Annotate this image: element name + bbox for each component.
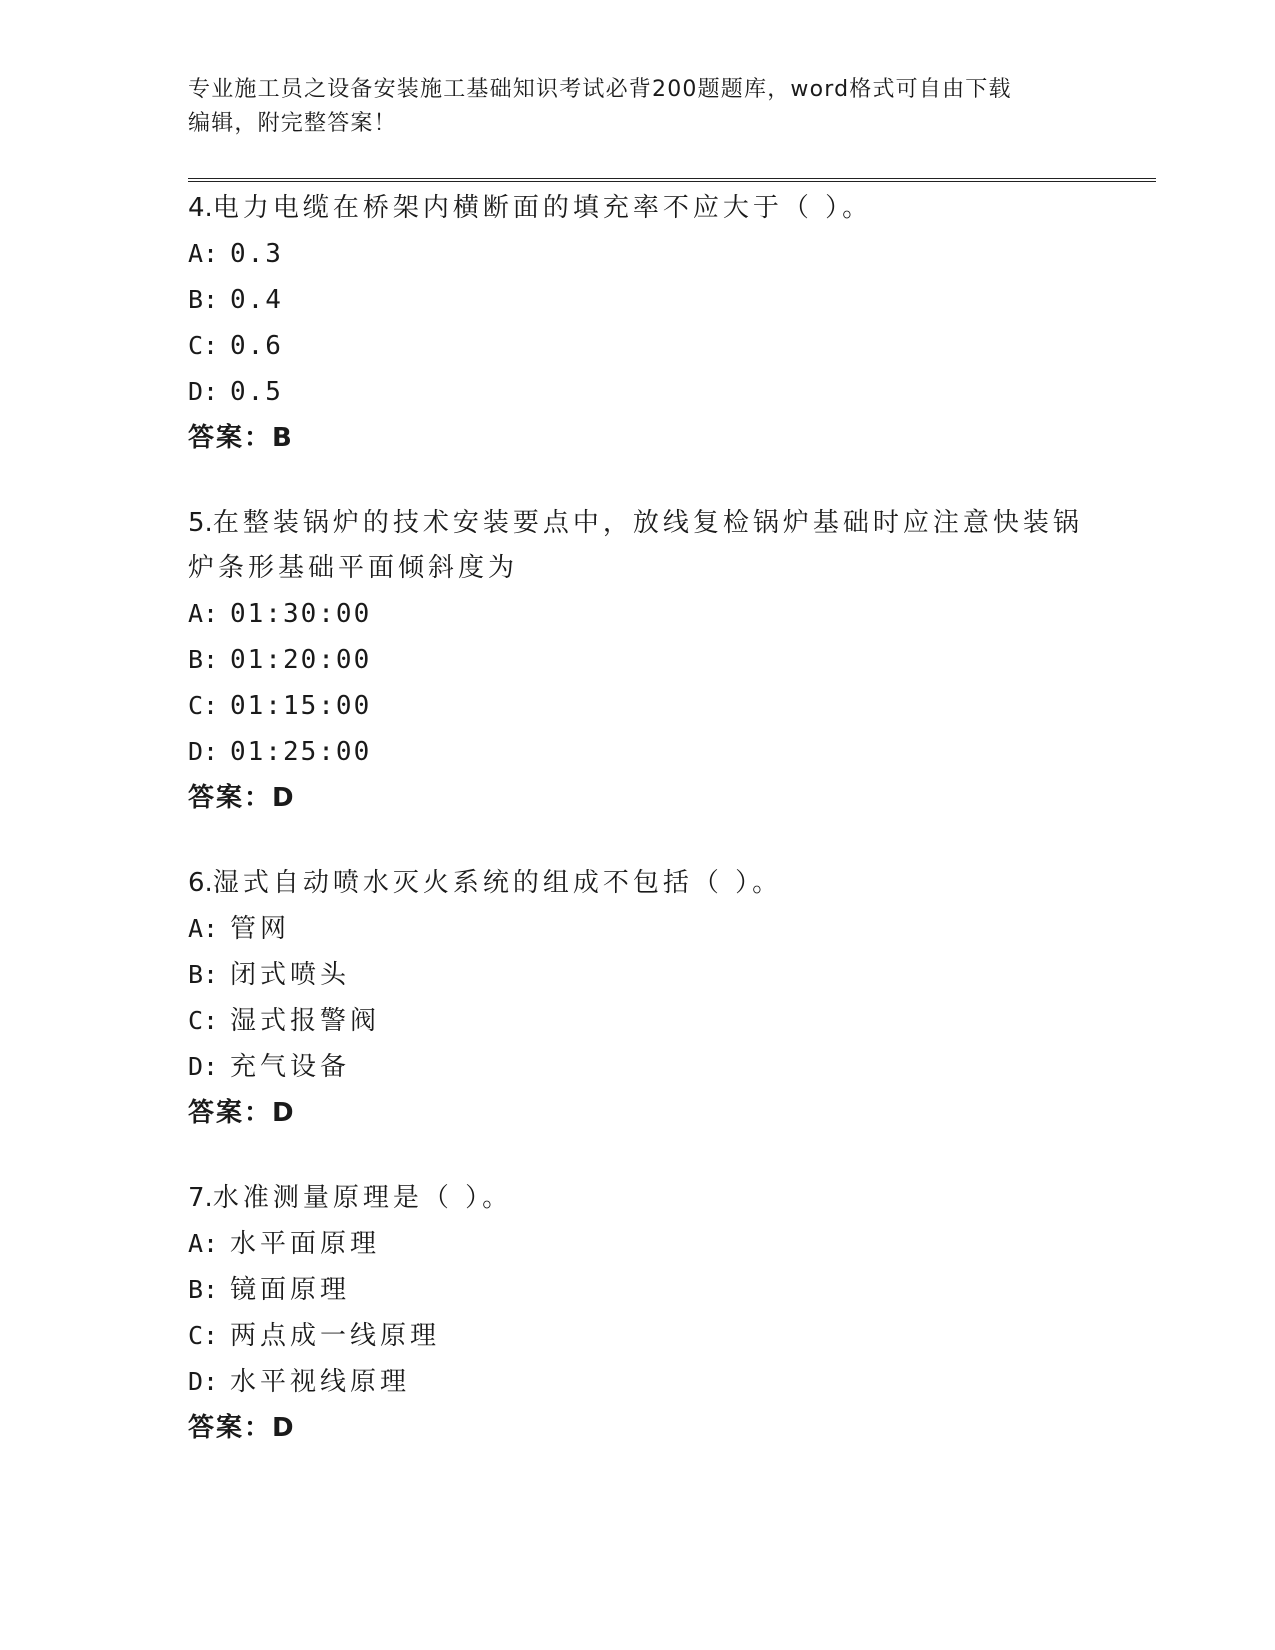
option-text: 0.5: [230, 377, 283, 407]
option-text: 01:30:00: [230, 599, 372, 629]
option-d: [188, 729, 1088, 775]
option-text: 充气设备: [230, 1052, 351, 1082]
option-key: D:: [188, 737, 219, 766]
option-text: 01:20:00: [230, 645, 372, 675]
option-text: 01:25:00: [230, 737, 372, 767]
option-text: 01:15:00: [230, 691, 372, 721]
option-key: D:: [188, 377, 219, 406]
option-c: [188, 1313, 1088, 1359]
option-key: A:: [188, 239, 219, 268]
option-text: 水平面原理: [230, 1229, 381, 1259]
option-text: 0.6: [230, 331, 283, 361]
question-list: [188, 186, 1088, 1491]
option-key: B:: [188, 960, 219, 989]
option-key: C:: [188, 1006, 219, 1035]
option-c: [188, 998, 1088, 1044]
option-c: [188, 683, 1088, 729]
option-a: [188, 231, 1088, 277]
option-b: [188, 952, 1088, 998]
option-key: D:: [188, 1052, 219, 1081]
option-text: 湿式报警阀: [230, 1006, 381, 1036]
question-stem: [188, 861, 1088, 906]
answer-line: 答案：D: [188, 1413, 296, 1443]
header-line-1: 专业施工员之设备安装施工基础知识考试必背200题题库，word格式可自由下载: [188, 77, 1012, 102]
question-7: [188, 1176, 1088, 1451]
question-text: 水准测量原理是（ ）。: [212, 1183, 513, 1213]
question-4: [188, 186, 1088, 461]
option-b: [188, 277, 1088, 323]
question-6: [188, 861, 1088, 1136]
option-key: C:: [188, 1321, 219, 1350]
answer-line: 答案：D: [188, 783, 296, 813]
option-a: [188, 906, 1088, 952]
option-key: C:: [188, 331, 219, 360]
option-key: A:: [188, 1229, 219, 1258]
question-text: 湿式自动喷水灭火系统的组成不包括（ ）。: [212, 868, 783, 898]
question-stem: [188, 501, 1088, 591]
option-key: D:: [188, 1367, 219, 1396]
option-text: 闭式喷头: [230, 960, 351, 990]
header-divider: [188, 178, 1156, 182]
option-a: [188, 1221, 1088, 1267]
option-d: [188, 369, 1088, 415]
option-b: [188, 637, 1088, 683]
option-key: A:: [188, 914, 219, 943]
answer-line: 答案：D: [188, 1098, 296, 1128]
question-number: 5.: [188, 508, 213, 538]
option-text: 镜面原理: [230, 1275, 351, 1305]
option-a: [188, 591, 1088, 637]
answer-line: 答案：B: [188, 423, 294, 453]
option-b: [188, 1267, 1088, 1313]
question-stem: [188, 1176, 1088, 1221]
document-header: [188, 73, 1088, 141]
question-5: [188, 501, 1088, 821]
option-key: B:: [188, 1275, 219, 1304]
question-text: 电力电缆在桥架内横断面的填充率不应大于（ ）。: [212, 193, 873, 223]
option-key: A:: [188, 599, 219, 628]
option-key: B:: [188, 645, 219, 674]
option-text: 两点成一线原理: [230, 1321, 441, 1351]
option-d: [188, 1359, 1088, 1405]
option-text: 水平视线原理: [230, 1367, 411, 1397]
option-text: 0.4: [230, 285, 283, 315]
question-number: 7.: [188, 1183, 213, 1213]
option-text: 管网: [230, 914, 291, 944]
option-d: [188, 1044, 1088, 1090]
question-stem: [188, 186, 1088, 231]
option-c: [188, 323, 1088, 369]
header-line-2: 编辑，附完整答案！: [188, 111, 397, 136]
question-text: 在整装锅炉的技术安装要点中，放线复检锅炉基础时应注意快装锅炉条形基础平面倾斜度为: [188, 508, 1083, 583]
question-number: 4.: [188, 193, 213, 223]
option-key: C:: [188, 691, 219, 720]
question-number: 6.: [188, 868, 213, 898]
option-key: B:: [188, 285, 219, 314]
option-text: 0.3: [230, 239, 283, 269]
